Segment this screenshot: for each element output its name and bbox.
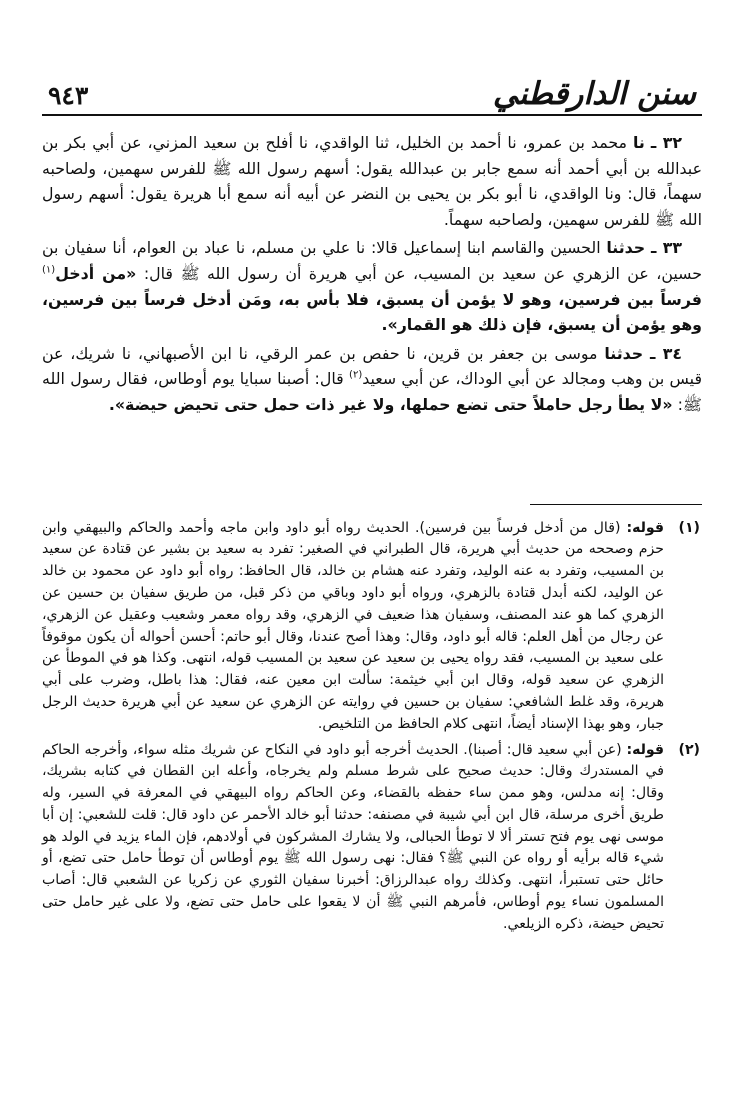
footnote-2 [42, 740, 702, 936]
hadith-matn: «لا يطأ رجل حاملاً حتى تضع حملها، ولا غير ذات حمل حتى تحيض حيضة». [108, 394, 673, 414]
footnote-number: (١) [678, 519, 700, 536]
hadith-number: ٣٤ ـ [650, 343, 682, 363]
footnote-lead: قوله: [626, 741, 664, 758]
hadith-text: قال: أصبنا سبايا يوم أوطاس، فقال رسول الله ﷺ: [42, 369, 702, 414]
footnotes [42, 518, 702, 936]
hadith-34 [42, 341, 702, 418]
chain-head: حدثنا [604, 343, 644, 363]
chain-head: نا [633, 133, 645, 152]
page-number: ٩٤٣ [48, 81, 89, 110]
book-title: سنن الدارقطني [492, 76, 696, 112]
footnote-separator [530, 504, 702, 505]
chain-head: حدثنا [606, 238, 646, 258]
hadith-text: موسى بن جعفر بن قرين، نا حفص بن عمر الرقي، نا ابن الأصبهاني، نا شريك، عن قيس بن وهب ومجالد عن أبي الوداك، عن أبي سعيد [42, 343, 702, 389]
page-header [42, 60, 702, 116]
hadith-32 [42, 130, 702, 232]
hadith-matn: «من أدخل [55, 263, 137, 283]
footnote-body [42, 518, 664, 736]
hadith-text: الحسين والقاسم ابنا إسماعيل قالا: نا علي بن مسلم، نا عباد بن العوام، أنا سفيان بن حسين، عن الزهري عن سعيد بن المسيب، عن أبي هريرة أن رسول الله ﷺ قال: [42, 238, 702, 283]
footnote-text: (عن أبي سعيد قال: أصبنا). الحديث أخرجه أبو داود في النكاح عن شريك مثله سواء، وأخرجه الحاكم في المستدرك وقال: حديث صحيح على شرط مسلم ولم يخرجاه، وأعله ابن القطان في كتابه بشريك، وقال: إنه مدلس، وهو ممن ساء حفظه بالقضاء، وعن الحاكم رواه البيهقي في المعرفة في السير، وله طريق أخرى مرسلة، قال ابن أبي شيبة في مصنفه: حدثنا أبو خالد الأحمر عن داود قال: قلت للشعبي: إن أبا موسى نهى يوم فتح تستر ألا لا توطأ الحبالى، ولا يشارك المشركون في أولادهم، فإن الماء يزيد في الولد هو شيء قاله برأيه أو رواه عن النبي ﷺ؟ فقال: نهى رسول الله ﷺ يوم أوطاس أن توطأ حامل حتى تضع، أو حائل حتى تستبرأ، انتهى. وكذلك رواه عبدالرزاق: أخبرنا سفيان الثوري عن زكريا عن الشعبي قال: أصاب المسلمون نساء يوم أوطاس، فأمرهم النبي ﷺ أن لا يقعوا على حامل حتى تضع، ولا على غير حامل حتى تحيض حيضة، ذكره الزيلعي. [42, 741, 664, 932]
hadith-text: محمد بن عمرو، نا أحمد بن الخليل، ثنا الواقدي، نا أفلح بن سعيد المزني، عن أبي بكر بن عبدالله بن أبي أحمد أنه سمع جابر بن عبدالله يقول: أسهم رسول الله ﷺ للفرس سهمين، ولصاحبه سهماً، قال: ونا الواقدي، نا أبو بكر بن يحيى بن النضر عن أبيه أنه سمع أبا هريرة يقول: أسهم رسول الله ﷺ للفرس سهمين، ولصاحبه سهماً. [42, 133, 702, 229]
footnote-ref[interactable]: (١) [42, 264, 56, 276]
hadith-number: ٣٣ ـ [651, 238, 682, 258]
footnote-ref[interactable]: (٢) [349, 370, 363, 382]
hadith-matn: فرساً بين فرسين، وهو لا يؤمن أن يسبق، فلا بأس به، ومَن أدخل فرساً بين فرسين، وهو يؤمن أن يسبق، فإن ذلك هو القمار». [42, 289, 702, 335]
main-text [42, 130, 702, 418]
footnote-text: (قال من أدخل فرساً بين فرسين). الحديث رواه أبو داود وابن ماجه وأحمد والحاكم والبيهقي وابن حزم وصححه من حديث أبي هريرة، قال الطبراني في الصغير: تفرد به سعيد بن بشير عن قتادة عن سعيد بن المسيب، وتفرد به عنه الوليد، وتفرد عنه هشام بن خالد، قال الحافظ: رواه أبو داود عن محمود بن خالد عن الوليد، لكنه أبدل قتادة بالزهري، ورواه أبو داود وباقي من ذكر قبل، من طريق سفيان بن حسين عن الزهري كما هو عند المصنف، وسفيان هذا ضعيف في الزهري، وقد رواه معمر وشعيب وعقيل عن الزهري، عن رجال من أهل العلم: قاله أبو داود، وقال: وهذا أصح عندنا، وقال أبو حاتم: أحسن أحواله أن يكون موقوفاً على سعيد بن المسيب، فقد رواه يحيى بن سعيد عن سعيد بن المسيب قوله، انتهى. وكذا هو في الموطأ عن الزهري عن سعيد قوله، وقال ابن أبي خيثمة: سألت ابن معين عنه، فقال: هذا باطل، وضرب على أبي هريرة، وقد غلط الشافعي: سفيان بن حسين في روايته عن الزهري عن سعيد عن أبي هريرة حديث الرجل جبار، وهو بهذا الإسناد أيضاً، انتهى كلام الحافظ من التلخيص. [42, 519, 664, 732]
footnote-1 [42, 518, 702, 736]
hadith-number: ٣٢ ـ [650, 133, 683, 152]
footnote-body [42, 740, 664, 936]
hadith-33 [42, 235, 702, 337]
footnote-lead: قوله: [626, 519, 664, 536]
footnote-number: (٢) [678, 741, 700, 758]
